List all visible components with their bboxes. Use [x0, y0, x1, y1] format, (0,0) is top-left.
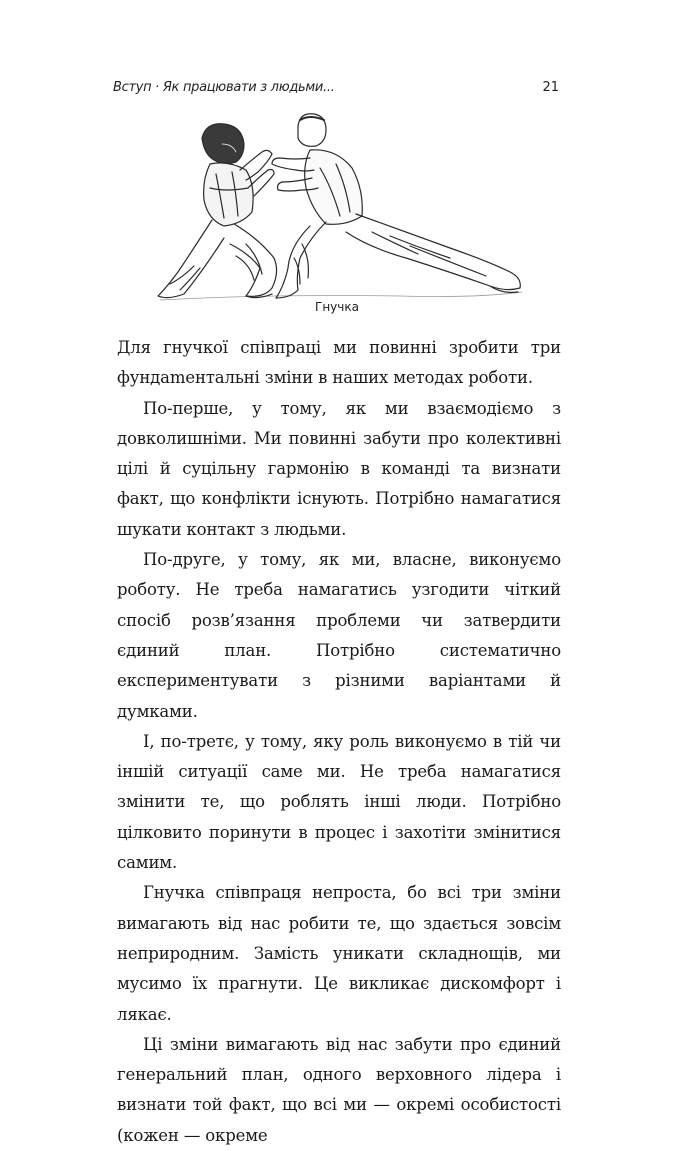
paragraph: Для гнучкої співпраці ми повинні зробити три фундаmентальні зміни в наших методах роботи. [117, 338, 561, 388]
paragraph: По-друге, у тому, як ми, власне, виконуємо роботу. Не треба намагатись узгодити чіткий спосіб розв’язання проблеми чи затвердити єдиний план. Потрібно систематично експериментувати з різними варіантами й думками. [117, 550, 561, 721]
man-figure [272, 114, 520, 298]
running-head: Вступ · Як працювати з людьми... [113, 80, 335, 95]
ground-shadow [160, 292, 522, 300]
paragraph: Гнучка співпраця непроста, бо всі три зміни вимагають від нас робити те, що здається зовсім неприродним. Замість уникати складнощів, ми мусимо їх прагнути. Це викликає дискомфорт і лякає. [117, 883, 561, 1024]
paragraph: Ці зміни вимагають від нас забути про єдиний генеральний план, одного верховного лідера і визнати той факт, що всі ми — окремі особистості (кожен — окреме [117, 1034, 561, 1145]
figure-caption: Гнучка [315, 300, 359, 314]
paragraph: По-перше, у тому, як ми взаємодіємо з довколишніми. Ми повинні забути про колективні цілі й суцільну гармонію в команді та визнати факт, що конфлікти існують. Потрібно намагатися шукати контакт з людьми. [117, 398, 561, 539]
page-number: 21 [542, 80, 559, 95]
woman-figure [158, 124, 277, 298]
body-text [117, 333, 561, 1151]
tai-chi-partners-illustration [150, 108, 530, 304]
page-header [113, 80, 559, 100]
paragraph: І, по-третє, у тому, яку роль виконуємо в тій чи іншій ситуації саме ми. Не треба намагатися змінити те, що роблять інші люди. Потрібно цілковито поринути в процес і захотіти змінитися самим. [117, 731, 561, 873]
